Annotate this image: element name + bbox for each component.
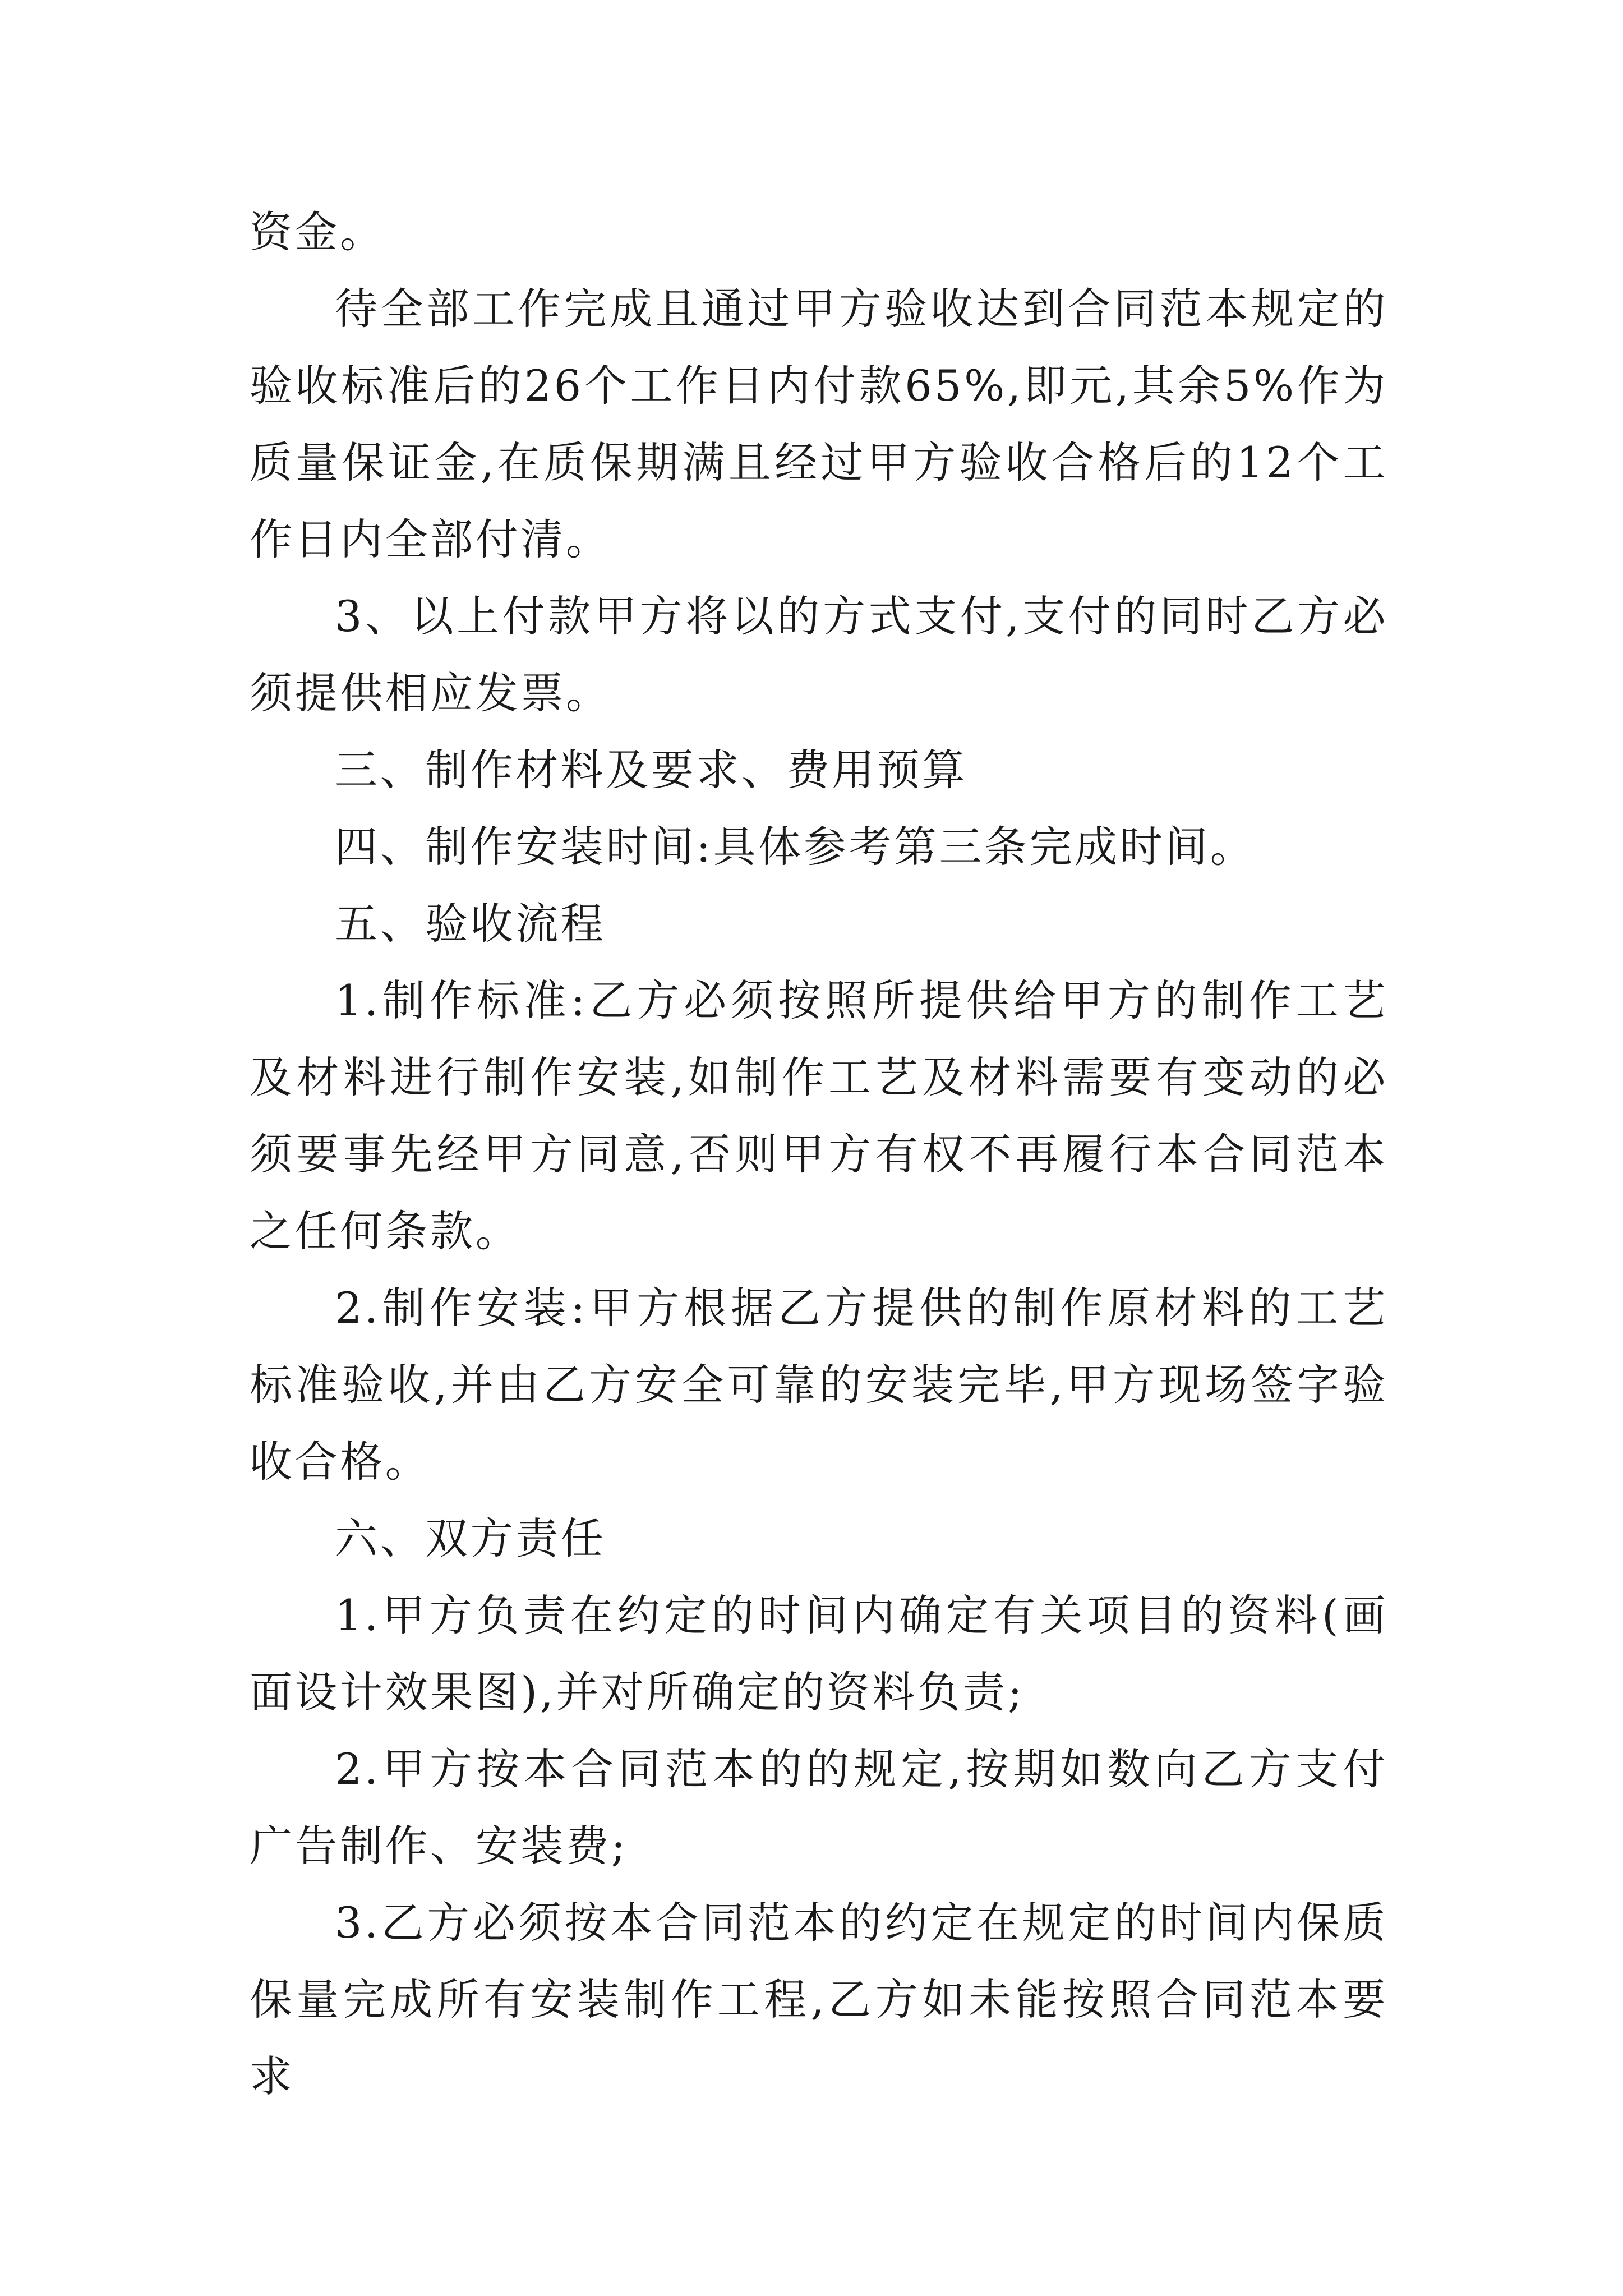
paragraph-payment-method: 3、以上付款甲方将以的方式支付,支付的同时乙方必须提供相应发票。 bbox=[250, 591, 1388, 718]
section-heading-materials: 三、制作材料及要求、费用预算 bbox=[335, 745, 967, 795]
section-heading-acceptance: 五、验收流程 bbox=[335, 899, 606, 949]
paragraph-responsibility-3: 3.乙方必须按本合同范本的约定在规定的时间内保质保量完成所有安装制作工程,乙方如未能按照合同范本要求 bbox=[250, 1898, 1388, 2101]
paragraph-responsibility-2: 2.甲方按本合同范本的的规定,按期如数向乙方支付广告制作、安装费; bbox=[250, 1744, 1388, 1871]
paragraph-production-standard: 1.制作标准:乙方必须按照所提供给甲方的制作工艺及材料进行制作安装,如制作工艺及材料需要有变动的必须要事先经甲方同意,否则甲方有权不再履行本合同范本之任何条款。 bbox=[250, 976, 1388, 1256]
paragraph-final-payment: 待全部工作完成且通过甲方验收达到合同范本规定的验收标准后的26个工作日内付款65%,即元,其余5%作为质量保证金,在质保期满且经过甲方验收合格后的12个工作日内全部付清。 bbox=[250, 284, 1388, 564]
document-page bbox=[250, 194, 1388, 2115]
paragraph-responsibility-1: 1.甲方负责在约定的时间内确定有关项目的资料(画面设计效果图),并对所确定的资料负责; bbox=[250, 1590, 1388, 1717]
paragraph-production-installation: 2.制作安装:甲方根据乙方提供的制作原材料的工艺标准验收,并由乙方安全可靠的安装完毕,甲方现场签字验收合格。 bbox=[250, 1283, 1388, 1487]
section-heading-responsibilities: 六、双方责任 bbox=[335, 1513, 606, 1563]
paragraph-continuation: 资金。 bbox=[250, 207, 385, 257]
section-heading-installation-time: 四、制作安装时间:具体参考第三条完成时间。 bbox=[335, 822, 1256, 872]
